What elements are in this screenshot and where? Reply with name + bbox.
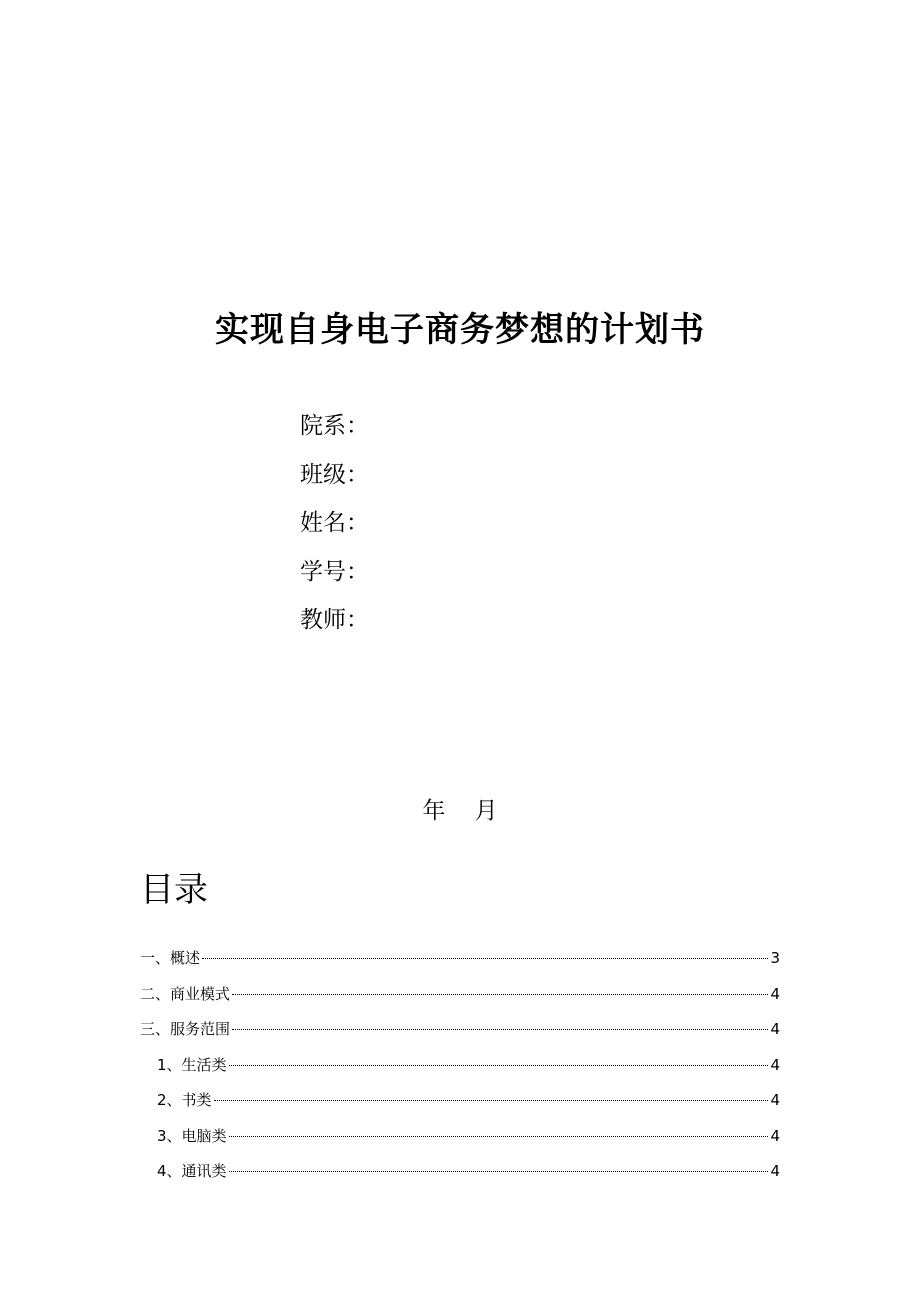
toc-dot-leader xyxy=(232,994,768,995)
toc-dot-leader xyxy=(229,1171,769,1172)
toc-entry-text: 三、服务范围 xyxy=(140,1020,231,1038)
toc-dot-leader xyxy=(229,1136,769,1137)
toc-entry-books[interactable] xyxy=(140,1083,780,1119)
toc-page-number: 4 xyxy=(770,1162,780,1180)
toc-page-number: 4 xyxy=(770,1020,780,1038)
toc-entry-text: 1、生活类 xyxy=(157,1055,227,1074)
name-field-label: 姓名： xyxy=(300,510,369,536)
table-of-contents xyxy=(140,941,780,1190)
toc-page-number: 4 xyxy=(770,1091,780,1109)
class-field-label: 班级： xyxy=(300,461,369,488)
toc-heading: 目录 xyxy=(140,870,208,910)
toc-dot-leader xyxy=(202,958,768,959)
toc-entry-communications[interactable] xyxy=(140,1154,780,1190)
student-id-field-label: 学号： xyxy=(300,558,369,585)
toc-page-number: 3 xyxy=(770,949,780,967)
toc-dot-leader xyxy=(214,1100,769,1101)
toc-page-number: 4 xyxy=(770,1126,780,1145)
toc-entry-overview[interactable] xyxy=(140,941,780,977)
toc-entry-text: 3、电脑类 xyxy=(157,1126,227,1145)
cover-info-fields xyxy=(300,402,369,645)
toc-dot-leader xyxy=(232,1029,768,1030)
toc-entry-text: 二、商业模式 xyxy=(140,984,231,1003)
toc-dot-leader xyxy=(229,1065,769,1066)
toc-entry-service-scope[interactable] xyxy=(140,1012,780,1048)
date-line: 年 月 xyxy=(422,798,498,824)
toc-entry-business-model[interactable] xyxy=(140,977,780,1013)
teacher-field-label: 教师： xyxy=(300,607,369,633)
toc-page-number: 4 xyxy=(770,984,780,1003)
department-field-label: 院系： xyxy=(300,413,369,439)
toc-entry-daily-life[interactable] xyxy=(140,1048,780,1084)
toc-page-number: 4 xyxy=(770,1055,780,1074)
toc-entry-text: 4、通讯类 xyxy=(157,1162,227,1180)
toc-entry-text: 2、书类 xyxy=(157,1091,212,1109)
toc-entry-computers[interactable] xyxy=(140,1119,780,1155)
toc-entry-text: 一、概述 xyxy=(140,949,201,967)
document-title: 实现自身电子商务梦想的计划书 xyxy=(215,310,705,350)
